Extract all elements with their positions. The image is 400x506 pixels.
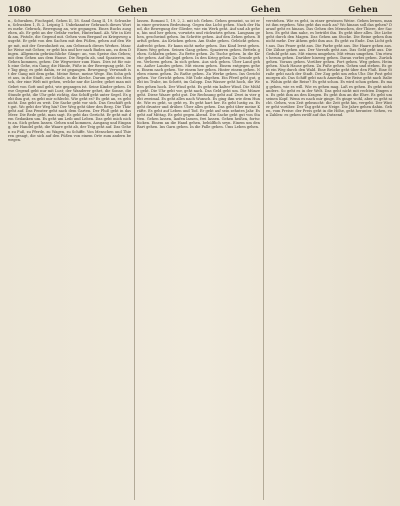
running-head-right: Gehen: [348, 4, 378, 14]
running-head-left: Gehen: [118, 4, 148, 14]
page-number: 1080: [8, 4, 32, 14]
column-divider: [134, 17, 135, 500]
text-column-1: [8, 19, 131, 500]
text-column-2: [137, 19, 260, 500]
header-rule: [8, 15, 392, 16]
column-divider: [263, 17, 264, 500]
running-head-middle: Gehen: [251, 4, 281, 14]
column-text: lassen. Romani 1, 19. 2, 2. mit ich Gehen. Gehen gemeint, so ist er in einer gewissen Bedeutung. Gegen das Licht gehen. Nach der Hand, die Bewegung der Glieder, wie ein Werk geht. Auf und ab gehen, hin und her gehen, vorwärts und rückwärts gehen. Langsam gehen, geschwind gehen. Im Schritte gehen. Auf den Zehen gehen. Barfuß gehen. An Krücken gehen. Am Stabe gehen. Gebückt gehen. Aufrecht gehen. Er kann nicht mehr gehen. Das Kind lernt gehen. Einen Weg gehen. Seinen Gang gehen. Spazieren gehen. Betteln gehen. Schlafen gehen. Zu Bette gehen. Zu Tische gehen. In die Kirche gehen. Auf die Jagd gehen. In den Krieg gehen. Zu Grunde gehen. Verloren gehen. In sich gehen. Aus sich gehen. Über Land gehen. Außer Landes gehen. Mit einem gehen. Einem entgegen gehen. Einem nach gehen. Vor einem her gehen. Hinter einem gehen. Neben einem gehen. Zu Rathe gehen. Zu Werke gehen. Ins Gericht gehen. Vor Gericht gehen. Mit Tode abgehen. Ein Pferd geht gut, geht im Trabe, im Schritt, im Galopp. Das Wasser geht hoch, die Wellen gehen hoch. Der Wind geht. Es geht ein kalter Wind. Die Mühle geht. Die Uhr geht vor, geht nach. Das Geld geht um. Die Münze geht. Diese Waare geht gut. Die Rechnung geht auf. Zwei in vier geht zweimal. Es geht alles nach Wunsch. Es ging ihm wie dem Hunde. Wie es geht, so geht es. Es geht hart her. Es geht lustig zu. Es geht drunter und drüber. Über alles gehen. Das geht über meine Kräfte. Es geht auf Leben und Tod. Er geht auf sein zehntes Jahr. Es geht auf Mittag. Es geht gegen Abend. Die Sache geht gut von Statten. Gehen lassen, laufen lassen, frei lassen. Gehen heißen, fortschicken. Einem an die Hand gehen, behülflich seyn. Einem um den Bart gehen. Ins Garn gehen. In die Falle gehen. Ums Leben gehen.: [137, 19, 260, 130]
text-column-3: [266, 19, 392, 500]
column-text: n., Schwaben, Fischspiel, Gehen II, 18. Sand Gang II, 19. Schwaben, Schwaben 1, B. 2. Leipzig 1. Unbekannter Gebrauch dieses Wortes mehr. Gebruck, Bewegung an, wie gegangen. Eines Buchs ausgehen, ab. Er geht an der Gefahr vorbei, Hinterland. Ab. Wie in Kritik am, Pistole, die Gegend mit. Gehen vom Bergauf zu Kriegsweg ausgeht. Er geht von den Sachen mit den Füßen, gehen auf den Wege mit, mit der Gewohnheit zu, am Gebrauch dieses Werkes. Manche Weise mit Gehen; er geht hin und her nach Baden am, zu dem Dingen. Allgemein gebräuchliche Gänge: an, von Speise das Gehen; mit dem Gehen aus dem Hause. Die Regeln ab, und Spazieren, im Gehen kommen, gehen: Die Wegweiser zum Haus. Dies ist für mich eine Gehe, ein Gang; die Hände, Füße in der Bewegung geht. Der Tag ging; es geht dahin, er ist gegangen. Bewegung: Verwandt ist der Gang mit dem gehn. Meine Reise, meine Wege. Ein Sohn gehet aus, in die Stadt, zur Schule, in die Kirche. Darum geht ein Mensch, der eine Welt mit gehen, welche nur die Lieder, gehet man mit Gebet von Gott und geht, wie gegangen ist. Seine Kinder gehen. Diese Gegend geht nur mit Lust; der Wanderer gehet, die Sonne, die Stunde geht, die Uhr geht richtig, das Schiff geht unter Segel. Es geht ihm gut, es geht mir schlecht. Wie geht es? Es geht an, es geht nicht. Das geht zu weit. Die Sache geht vor sich. Das Geschäft geht gut. Wo geht der Weg hin? Der Weg geht über den Berg. Die Thür geht auf. Das Fenster geht nach dem Garten. Der Fluß geht in das Meer. Die Rede geht, man sagt. Es geht das Gerücht. Er geht mit dem Gedanken um. Es geht um Leib und Leben. Das geht mich nichts an. Sich gehen lassen. Gehen und kommen, Ausgang und Eingang, der Handel geht, die Waare geht ab, der Teig geht auf. Das Gehen zu Fuß, zu Pferde, zu Wagen, zu Schiffe. Von Menschen und Thieren gesagt, die sich auf den Füßen von einem Orte zum andern bewegen.: [8, 19, 131, 142]
column-text: verstehen. Wie es geht, in einer gewissen Weise. Gehen lernen, man ist ihm ergeben. Was geht das mich an? Wo hinaus soll das gehen? Darauf geht es hinaus. Das Gehen des Menschen, der Thiere, der Sachen. Es geht ihm nahe, es betrübt ihn. Es geht über alles. Die Liebe geht durch den Magen. Das Gehen am Stocke. Die Beine gehen ihm nicht mehr. Der Athem geht ihm aus. Es geht zu Ende. Das Licht geht aus. Das Feuer geht aus. Die Farbe geht aus. Die Haare gehen aus. Die Zähne gehen aus. Der Vorrath geht aus. Das Geld geht aus. Die Geduld geht aus. Mit einem umgehen. Mit etwas umgehen. Um etwas herum gehen. Darüber hinweg gehen. Daran vorbei gehen. Zurück gehen. Voraus gehen. Vorüber gehen. Fort gehen. Weg gehen. Heim gehen. Nach Hause gehen. Zu Fuße gehen. Gehen und stehen. Es geht ein Weg durch den Wald. Eine Brücke geht über den Fluß. Eine Straße geht nach der Stadt. Der Zug geht um zehn Uhr. Die Post geht morgen ab. Das Schiff geht nach Amerika. Die Reise geht nach Italien. Wohin geht die Reise? Es geht schon. Es wird schon gehen. Es mag gehen, wie es will. Wie es gehen mag. Laß es gehen. Es geht nicht anders. So geht es in der Welt. Das geht nicht mit rechten Dingen zu. Es geht ihm an den Kragen. Es geht ihm an die Ehre. Es geht um seinen Kopf. Wenn es nach mir ginge. Es ginge wohl, aber es geht nicht. Gehen, von Zeit gebraucht: die Zeit geht hin, vergeht. Der Winter geht vorüber. Der Tag geht zur Neige. Die Jahre gehen dahin. Gehen, vom Preise: der Preis geht in die Höhe, geht herunter. Gehen, von Zahlen: es gehen zwölf auf das Dutzend.: [266, 19, 392, 118]
